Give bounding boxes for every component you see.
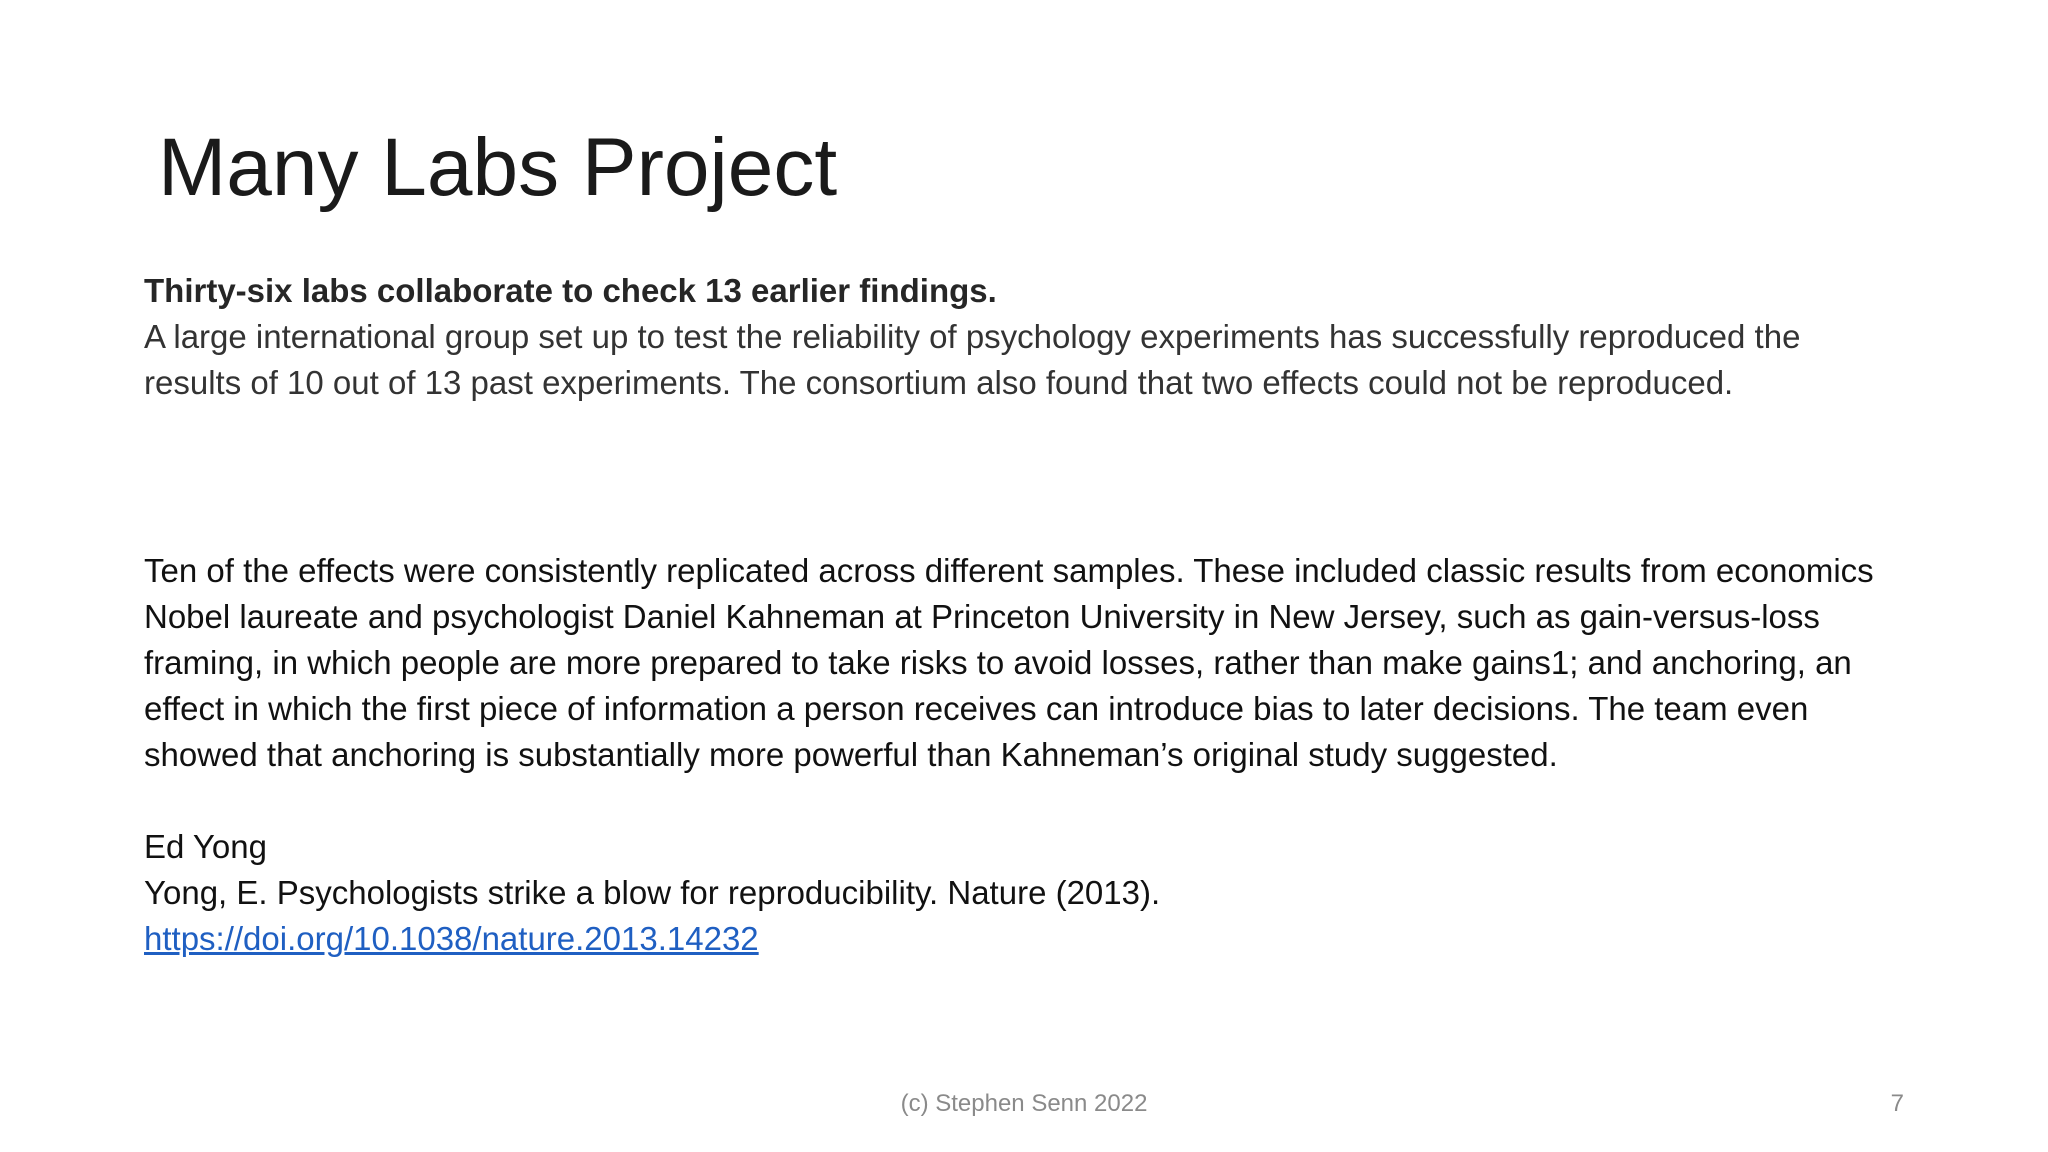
page-number: 7 (1890, 1090, 1904, 1117)
main-paragraph: Ten of the effects were consistently replicated across different samples. These included classic results from economics Nobel laureate and psychologist Daniel Kahneman at Princeton University in New Jersey, such as gain-versus-loss framing, in which people are more prepared to take risks to avoid losses, rather than make gains1; and anchoring, an effect in which the first piece of information a person receives can introduce bias to later decisions. The team even showed that anchoring is substantially more powerful than Kahneman’s original study suggested. (144, 552, 1874, 773)
lead-heading: Thirty-six labs collaborate to check 13 earlier findings. (144, 272, 997, 309)
footer-copyright: (c) Stephen Senn 2022 (900, 1090, 1148, 1117)
author-name: Ed Yong (144, 828, 267, 865)
doi-link[interactable]: https://doi.org/10.1038/nature.2013.14232 (144, 920, 759, 957)
lead-text: A large international group set up to test the reliability of psychology experiments has successfully reproduced the results of 10 out of 13 past experiments. The consortium also found that two effects could not be reproduced. (144, 318, 1801, 401)
slide-body (144, 268, 1904, 962)
citation-text: Yong, E. Psychologists strike a blow for reproducibility. Nature (2013). (144, 874, 1161, 911)
slide-title: Many Labs Project (158, 122, 838, 213)
